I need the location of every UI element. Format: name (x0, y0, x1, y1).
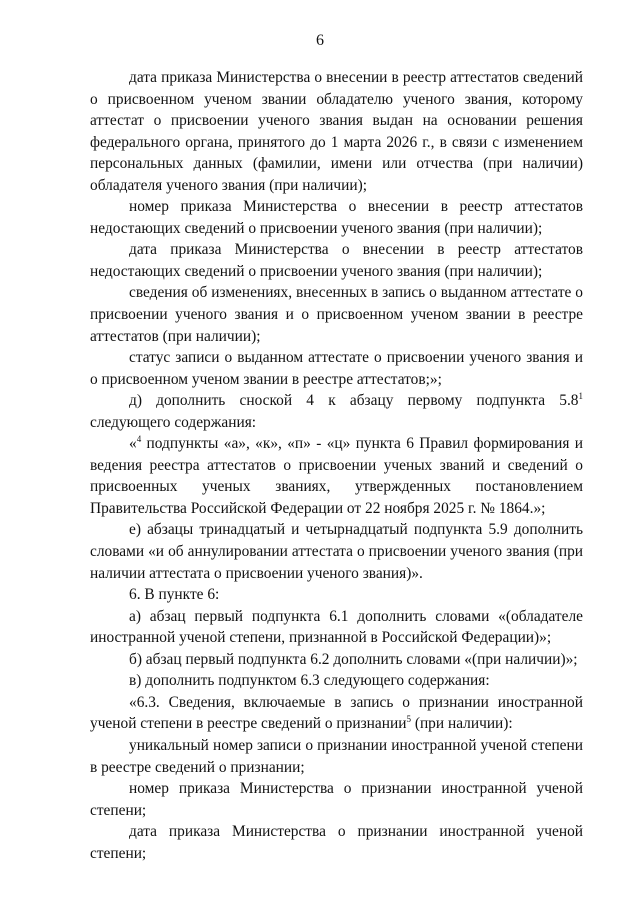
paragraph-text: « (129, 435, 137, 453)
paragraph: дата приказа Министерства о внесении в реестр аттестатов сведений о присвоенном ученом звании обладателю ученого звания, которому аттестат о присвоении ученого звания выдан на основании решения федерального органа, принятого до 1 марта 2026 г., в связи с изменением персональных данных (фамилии, имени или отчества (при наличии) обладателя ученого звания (при наличии); (90, 69, 583, 194)
paragraph: статус записи о выданном аттестате о присвоении ученого звания и о присвоенном ученом звании в реестре аттестатов;»; (90, 349, 583, 388)
paragraph-text: д) дополнить сноской 4 к абзацу первому подпункта 5.8 (129, 392, 579, 410)
paragraph-text: подпункты «а», «к», «п» - «ц» пункта 6 Правил формирования и ведения реестра аттестатов о присвоении ученых званий и сведений о присвоенных ученых званиях, утвержденных постановлением Правительства Российской Федерации от 22 ноября 2025 г. № 1864.»; (90, 435, 583, 517)
paragraph: 6. В пункте 6: (129, 586, 220, 604)
footnote-reference: 5 (406, 714, 411, 725)
paragraph: уникальный номер записи о признании иностранной ученой степени в реестре сведений о признании; (90, 736, 583, 776)
paragraph (90, 433, 583, 519)
paragraph: б) абзац первый подпункта 6.2 дополнить словами «(при наличии)»; (129, 650, 578, 668)
paragraph: дата приказа Министерства о признании иностранной ученой степени; (90, 823, 583, 862)
paragraph (90, 692, 583, 735)
paragraph: в) дополнить подпунктом 6.3 следующего содержания: (129, 672, 490, 690)
paragraph: е) абзацы тринадцатый и четырнадцатый подпункта 5.9 дополнить словами «и об аннулировании аттестата о присвоении ученого звания (при наличии аттестата о присвоении ученого звания)». (90, 521, 583, 582)
page-number: 6 (316, 32, 324, 49)
footnote-reference: 4 (136, 434, 142, 445)
paragraph-text: следующего содержания: (90, 413, 257, 431)
paragraph: номер приказа Министерства о внесении в реестр аттестатов недостающих сведений о присвоении ученого звания (при наличии); (90, 198, 583, 237)
paragraph (90, 390, 583, 433)
footnote-reference: 1 (578, 391, 583, 402)
paragraph: а) абзац первый подпункта 6.1 дополнить словами «(обладателе иностранной ученой степени, признанной в Российской Федерации)»; (90, 607, 583, 647)
document-body (90, 67, 583, 864)
paragraph: сведения об изменениях, внесенных в запись о выданном аттестате о присвоении ученого звания и о присвоенном ученом звании в реестре аттестатов (при наличии); (90, 284, 583, 345)
paragraph-text: (при наличии): (410, 715, 513, 733)
paragraph: номер приказа Министерства о признании иностранной ученой степени; (90, 780, 583, 819)
paragraph-text: «6.3. Сведения, включаемые в запись о признании иностранной ученой степени в реестре сведений о признании (90, 693, 583, 733)
paragraph: дата приказа Министерства о внесении в реестр аттестатов недостающих сведений о присвоении ученого звания (при наличии); (90, 241, 583, 280)
